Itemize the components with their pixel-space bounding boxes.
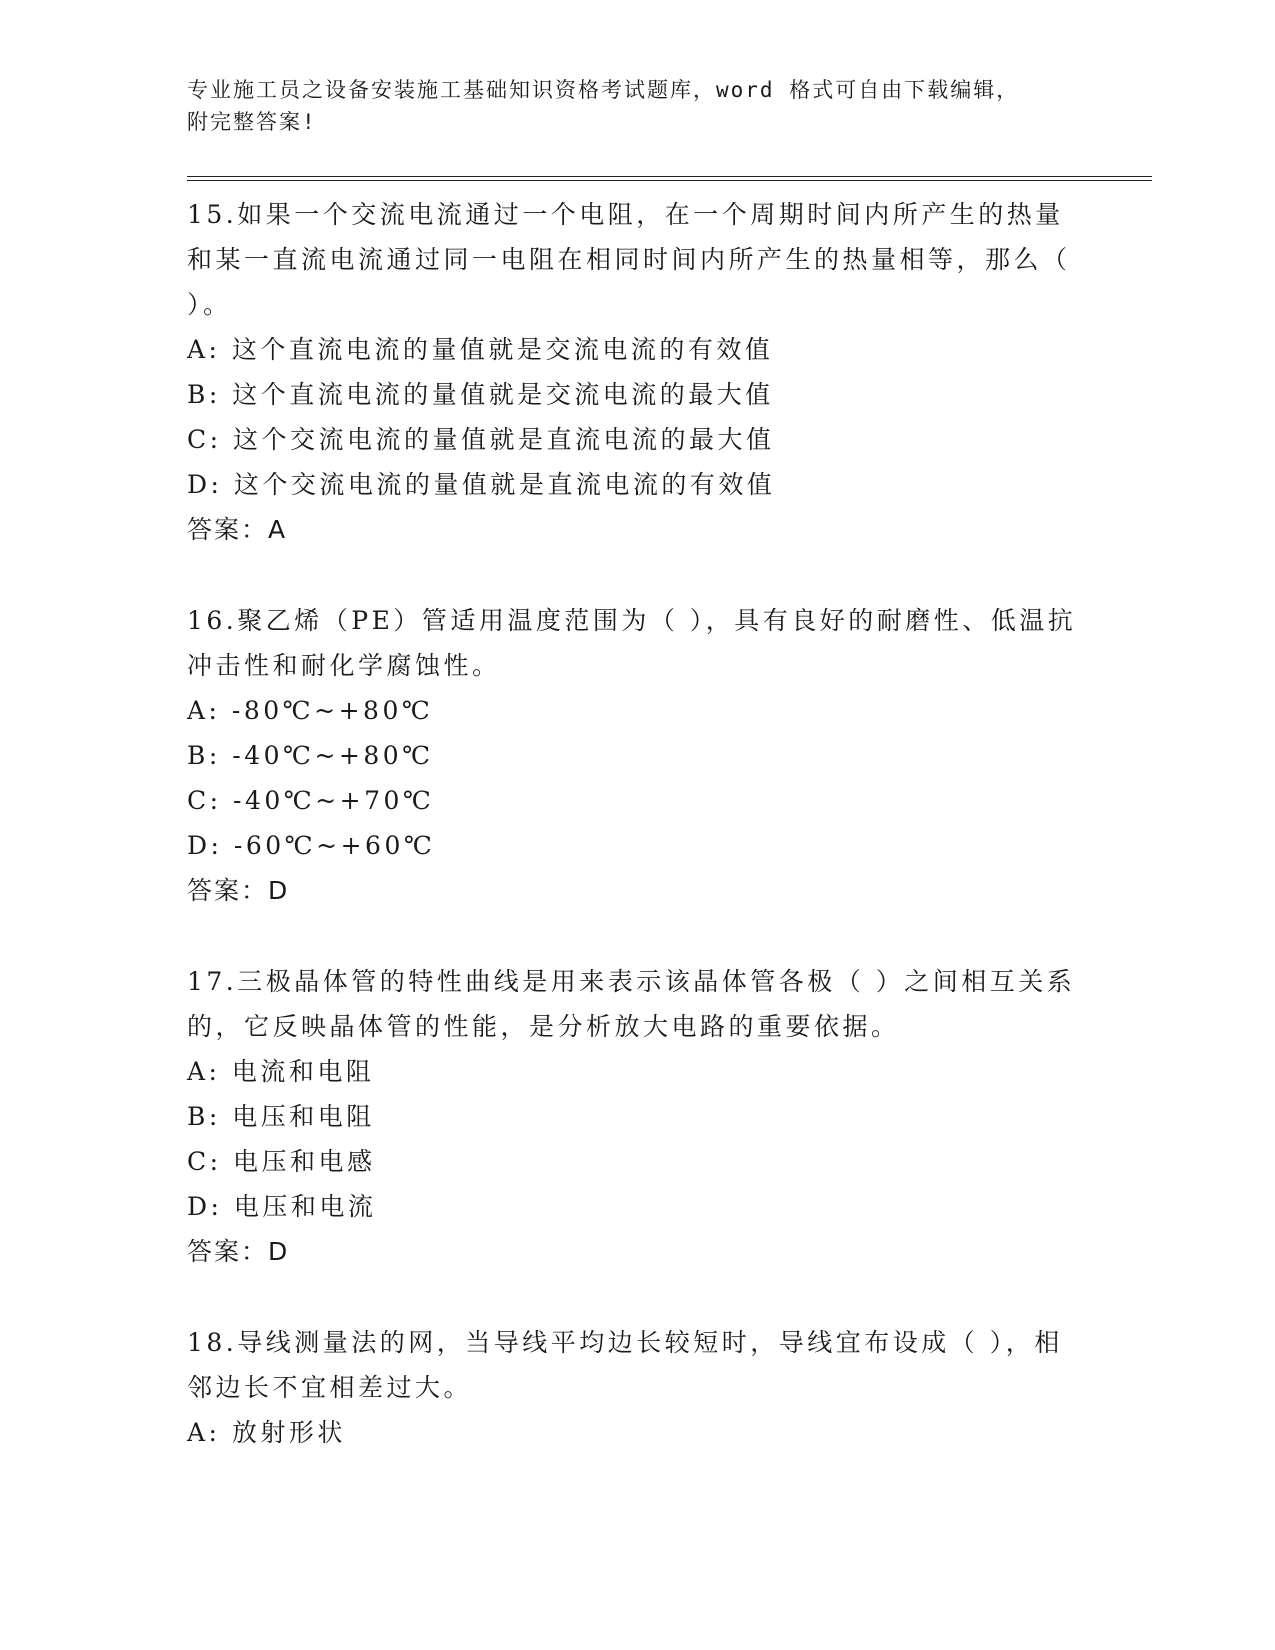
option-c: C: 这个交流电流的量值就是直流电流的最大值: [187, 425, 775, 454]
option-a: A: -80℃~+80℃: [187, 696, 434, 725]
answer: 答案：D: [187, 876, 290, 905]
question-list: [187, 192, 1087, 1501]
option-b: B: 这个直流电流的量值就是交流电流的最大值: [187, 380, 774, 409]
header-line-2: 附完整答案!: [187, 110, 317, 134]
answer: 答案：D: [187, 1237, 290, 1266]
option-b: B: -40℃~+80℃: [187, 741, 434, 770]
document-header: [187, 74, 1067, 138]
question-text: 17.三极晶体管的特性曲线是用来表示该晶体管各极（ ）之间相互关系的，它反映晶体管的性能，是分析放大电路的重要依据。: [187, 967, 1076, 1041]
question-15: [187, 192, 1087, 552]
header-line-1: 专业施工员之设备安装施工基础知识资格考试题库，word 格式可自由下载编辑，: [187, 78, 1020, 102]
option-d: D: 电压和电流: [187, 1192, 377, 1221]
option-a: A: 放射形状: [187, 1418, 346, 1447]
option-a: A: 这个直流电流的量值就是交流电流的有效值: [187, 335, 774, 364]
option-d: D: 这个交流电流的量值就是直流电流的有效值: [187, 470, 776, 499]
option-b: B: 电压和电阻: [187, 1102, 375, 1131]
question-text: 15.如果一个交流电流通过一个电阻，在一个周期时间内所产生的热量和某一直流电流通过同一电阻在相同时间内所产生的热量相等，那么（ ）。: [187, 200, 1071, 319]
question-18: [187, 1320, 1087, 1455]
question-17: [187, 959, 1087, 1274]
question-text: 18.导线测量法的网，当导线平均边长较短时，导线宜布设成（ ），相邻边长不宜相差过大。: [187, 1328, 1063, 1402]
question-16: [187, 598, 1087, 913]
option-c: C: -40℃~+70℃: [187, 786, 435, 815]
header-divider: [187, 176, 1152, 181]
option-a: A: 电流和电阻: [187, 1057, 375, 1086]
option-d: D: -60℃~+60℃: [187, 831, 436, 860]
answer: 答案：A: [187, 515, 288, 544]
question-text: 16.聚乙烯（PE）管适用温度范围为（ ），具有良好的耐磨性、低温抗冲击性和耐化学腐蚀性。: [187, 606, 1077, 680]
option-c: C: 电压和电感: [187, 1147, 376, 1176]
